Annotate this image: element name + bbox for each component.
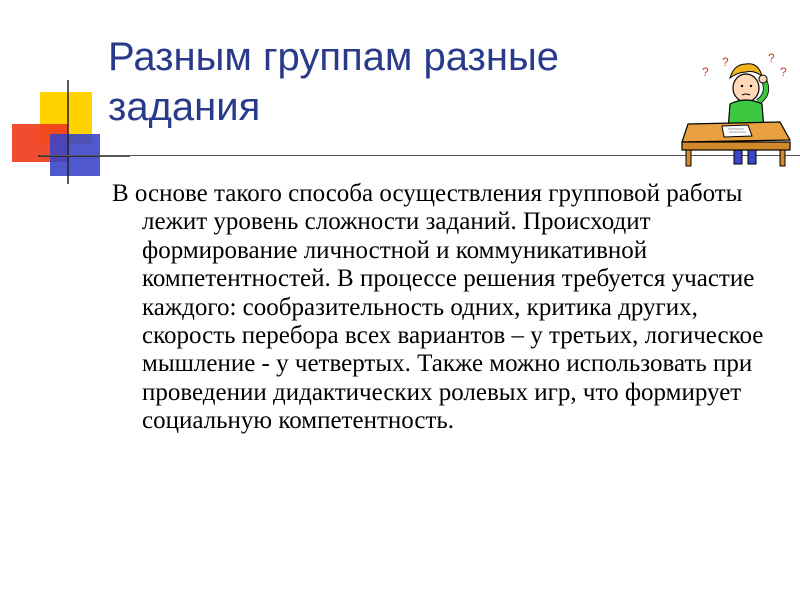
svg-text:?: ? xyxy=(702,65,709,79)
svg-text:?: ? xyxy=(722,55,729,69)
svg-text:?: ? xyxy=(780,65,787,79)
slide-title: Разным группам разные задания xyxy=(108,35,559,129)
svg-text:?: ? xyxy=(768,52,775,65)
body-paragraph: В основе такого способа осуществления групповой работы лежит уровень сложности заданий. Происходит формирование личностной и коммуникативной компетентностей. В процессе решения требуется участие каждого: сообразительность одних, критика других, скорость перебора всех вариантов – у третьих, логическое мышление - у четвертых. Также можно использовать при проведении дидактических ролевых игр, что формирует социальную компетентность. xyxy=(112,180,764,435)
confused-student-at-desk-icon xyxy=(674,52,792,168)
